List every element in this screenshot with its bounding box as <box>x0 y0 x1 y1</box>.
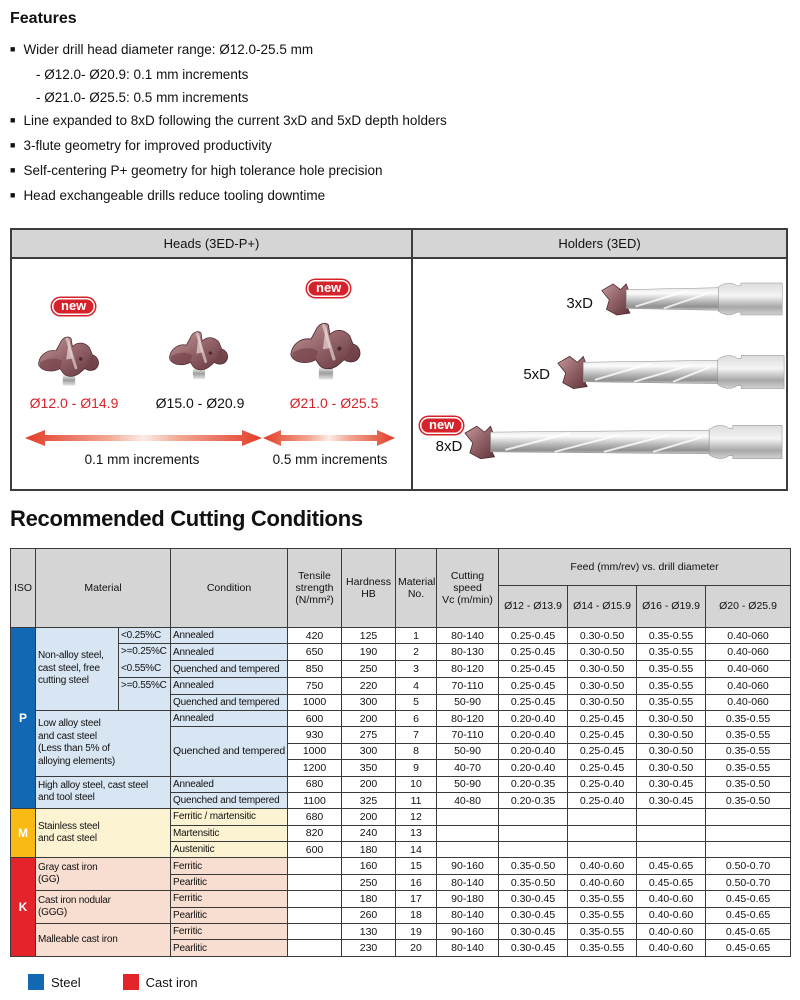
cell-condition: Martensitic <box>171 825 288 841</box>
cell-carbon: <0.25%C <box>119 628 171 644</box>
cell-tensile: 930 <box>288 727 342 743</box>
drill-holder-8xd-image <box>461 417 786 467</box>
cell-no: 6 <box>396 710 437 726</box>
cell-feed: 0.35-0.50 <box>706 792 791 808</box>
cell-feed <box>637 809 706 825</box>
cell-tensile: 680 <box>288 809 342 825</box>
cell-feed: 0.40-060 <box>706 628 791 644</box>
col-header-tensile: Tensile strength (N/mm²) <box>288 549 342 628</box>
col-header-feed-d3: Ø16 - Ø19.9 <box>637 586 706 628</box>
cell-feed: 0.30-0.50 <box>568 678 637 694</box>
cell-tensile: 1200 <box>288 760 342 776</box>
cell-condition: Pearlitic <box>171 907 288 923</box>
feature-item <box>10 112 770 129</box>
cell-feed: 0.30-0.50 <box>637 710 706 726</box>
cell-vc: 90-180 <box>437 891 499 907</box>
cell-feed <box>706 809 791 825</box>
increment-arrow <box>25 430 262 446</box>
cell-hb: 240 <box>342 825 396 841</box>
cell-feed: 0.30-0.45 <box>499 891 568 907</box>
feature-text: 3-flute geometry for improved productivity <box>23 138 272 153</box>
legend-label: Cast iron <box>145 974 198 990</box>
holders-panel-body <box>413 259 786 487</box>
heads-panel-title: Heads (3ED-P+) <box>12 230 411 259</box>
cell-feed: 0.25-0.45 <box>499 661 568 678</box>
cell-hb: 300 <box>342 694 396 710</box>
cell-feed: 0.40-0.60 <box>568 874 637 890</box>
cell-no: 1 <box>396 628 437 644</box>
cell-feed: 0.20-0.35 <box>499 792 568 808</box>
cell-hb: 350 <box>342 760 396 776</box>
cell-feed: 0.30-0.50 <box>568 628 637 644</box>
cell-condition: Quenched and tempered <box>171 694 288 710</box>
features-title: Features <box>10 10 77 27</box>
cell-no: 12 <box>396 809 437 825</box>
table-row <box>11 710 791 726</box>
cell-hb: 180 <box>342 842 396 858</box>
cell-vc: 80-120 <box>437 661 499 678</box>
cell-feed: 0.20-0.40 <box>499 710 568 726</box>
cell-feed: 0.50-0.70 <box>706 874 791 890</box>
cell-feed: 0.35-0.55 <box>568 924 637 940</box>
cell-feed: 0.35-0.55 <box>637 694 706 710</box>
cell-hb: 190 <box>342 644 396 661</box>
cell-feed: 0.35-0.55 <box>637 628 706 644</box>
cell-feed: 0.40-060 <box>706 661 791 678</box>
cell-condition: Quenched and tempered <box>171 792 288 808</box>
cell-tensile: 600 <box>288 842 342 858</box>
cell-tensile: 420 <box>288 628 342 644</box>
cell-vc: 40-70 <box>437 760 499 776</box>
cell-feed: 0.45-0.65 <box>706 891 791 907</box>
cell-feed <box>499 825 568 841</box>
holders-panel <box>411 230 786 489</box>
cell-vc: 80-140 <box>437 940 499 956</box>
col-header-feed-d2: Ø14 - Ø15.9 <box>568 586 637 628</box>
col-header-feed: Feed (mm/rev) vs. drill diameter <box>499 549 791 586</box>
cell-condition: Ferritic <box>171 858 288 874</box>
feature-item <box>10 137 770 154</box>
col-header-hardness: Hardness HB <box>342 549 396 628</box>
cell-material: Gray cast iron (GG) <box>36 858 171 891</box>
cell-hb: 230 <box>342 940 396 956</box>
feature-subitem: - Ø12.0- Ø20.9: 0.1 mm increments <box>36 67 249 82</box>
cutting-conditions-table <box>10 548 791 957</box>
table-row <box>11 809 791 825</box>
cell-feed <box>499 809 568 825</box>
cast-iron-color-swatch <box>123 974 139 990</box>
cell-condition: Annealed <box>171 710 288 726</box>
cell-no: 5 <box>396 694 437 710</box>
head-range-label: Ø12.0 - Ø14.9 <box>29 395 119 411</box>
drill-head-large-image <box>277 313 375 389</box>
cell-vc: 40-80 <box>437 792 499 808</box>
product-figure-panel <box>10 228 788 491</box>
cell-feed <box>637 842 706 858</box>
cell-vc: 80-120 <box>437 710 499 726</box>
cell-feed: 0.35-0.55 <box>568 891 637 907</box>
cell-hb: 200 <box>342 710 396 726</box>
holder-size-label: 8xD <box>435 438 463 455</box>
cell-feed: 0.40-0.60 <box>637 940 706 956</box>
cell-tensile: 680 <box>288 776 342 792</box>
col-header-material: Material <box>36 549 171 628</box>
cell-no: 9 <box>396 760 437 776</box>
head-range-label: Ø21.0 - Ø25.5 <box>289 395 379 411</box>
cell-feed: 0.45-0.65 <box>637 858 706 874</box>
drill-head-medium-image <box>157 323 241 387</box>
heads-panel <box>12 230 411 489</box>
cell-no: 18 <box>396 907 437 923</box>
cell-tensile: 600 <box>288 710 342 726</box>
cell-hb: 200 <box>342 809 396 825</box>
cell-vc: 80-130 <box>437 644 499 661</box>
cell-feed: 0.45-0.65 <box>706 924 791 940</box>
cell-hb: 220 <box>342 678 396 694</box>
cell-hb: 260 <box>342 907 396 923</box>
cell-tensile: 1000 <box>288 743 342 759</box>
increment-arrow <box>263 430 395 446</box>
cell-hb: 160 <box>342 858 396 874</box>
iso-group-p: P <box>11 628 36 809</box>
cell-condition: Pearlitic <box>171 874 288 890</box>
cell-feed: 0.30-0.50 <box>568 661 637 678</box>
cell-feed: 0.25-0.45 <box>499 678 568 694</box>
cell-carbon: >=0.25%C <0.55%C <box>119 644 171 678</box>
cell-feed: 0.25-0.45 <box>568 710 637 726</box>
cell-feed: 0.20-0.40 <box>499 743 568 759</box>
cell-feed: 0.50-0.70 <box>706 858 791 874</box>
cell-tensile: 850 <box>288 661 342 678</box>
cell-tensile <box>288 874 342 890</box>
cell-feed: 0.35-0.55 <box>706 710 791 726</box>
drill-holder-5xd-image <box>554 347 786 397</box>
cell-hb: 300 <box>342 743 396 759</box>
cell-feed: 0.25-0.45 <box>568 760 637 776</box>
cell-feed: 0.25-0.45 <box>499 644 568 661</box>
new-badge: new <box>52 298 95 315</box>
table-row <box>11 644 791 661</box>
cell-feed <box>637 825 706 841</box>
cell-feed: 0.25-0.45 <box>499 628 568 644</box>
col-header-feed-d1: Ø12 - Ø13.9 <box>499 586 568 628</box>
cell-feed: 0.45-0.65 <box>706 940 791 956</box>
cell-no: 11 <box>396 792 437 808</box>
cell-no: 7 <box>396 727 437 743</box>
cell-feed: 0.35-0.50 <box>499 858 568 874</box>
cell-feed: 0.35-0.55 <box>637 678 706 694</box>
legend-label: Steel <box>51 974 81 990</box>
holders-panel-title: Holders (3ED) <box>413 230 786 259</box>
cell-feed: 0.35-0.50 <box>706 776 791 792</box>
cell-feed: 0.30-0.50 <box>637 727 706 743</box>
cell-tensile <box>288 891 342 907</box>
iso-group-m: M <box>11 809 36 858</box>
cell-feed: 0.40-0.60 <box>637 924 706 940</box>
cell-vc: 50-90 <box>437 743 499 759</box>
cell-carbon: >=0.55%C <box>119 678 171 711</box>
cell-vc: 70-110 <box>437 727 499 743</box>
cell-feed <box>568 809 637 825</box>
cell-vc: 70-110 <box>437 678 499 694</box>
cell-hb: 325 <box>342 792 396 808</box>
cell-tensile: 650 <box>288 644 342 661</box>
cell-no: 15 <box>396 858 437 874</box>
cell-feed: 0.35-0.55 <box>706 760 791 776</box>
cell-vc: 80-140 <box>437 628 499 644</box>
iso-group-k: K <box>11 858 36 956</box>
cell-hb: 200 <box>342 776 396 792</box>
cell-feed: 0.25-0.45 <box>568 743 637 759</box>
cell-feed: 0.45-0.65 <box>637 874 706 890</box>
increment-label: 0.5 mm increments <box>272 452 388 467</box>
bullet-square-icon: ■ <box>10 165 16 175</box>
cell-vc <box>437 809 499 825</box>
cell-vc: 80-140 <box>437 874 499 890</box>
feature-item <box>10 162 770 179</box>
feature-text: Wider drill head diameter range: Ø12.0-25.5 mm <box>23 42 314 57</box>
cell-feed <box>706 842 791 858</box>
cell-condition: Annealed <box>171 644 288 661</box>
cell-condition: Ferritic <box>171 924 288 940</box>
cell-feed: 0.30-0.45 <box>499 940 568 956</box>
cell-condition: Ferritic <box>171 891 288 907</box>
cell-feed: 0.30-0.45 <box>499 907 568 923</box>
cell-feed: 0.35-0.55 <box>706 727 791 743</box>
cell-vc: 80-140 <box>437 907 499 923</box>
cell-material: Cast iron nodular (GGG) <box>36 891 171 924</box>
cell-hb: 250 <box>342 874 396 890</box>
cell-feed <box>499 842 568 858</box>
cell-condition: Ferritic / martensitic <box>171 809 288 825</box>
cell-vc: 50-90 <box>437 694 499 710</box>
cell-condition: Annealed <box>171 678 288 694</box>
feature-text: Head exchangeable drills reduce tooling downtime <box>23 188 326 203</box>
cell-feed: 0.25-0.45 <box>568 727 637 743</box>
cell-material: Non-alloy steel, cast steel, free cutting steel <box>36 628 119 711</box>
cell-tensile: 1100 <box>288 792 342 808</box>
cell-no: 4 <box>396 678 437 694</box>
col-header-iso: ISO <box>11 549 36 628</box>
cell-condition: Austenitic <box>171 842 288 858</box>
drill-holder-3xd-image <box>598 274 786 324</box>
bullet-square-icon: ■ <box>10 190 16 200</box>
cell-condition: Quenched and tempered <box>171 661 288 678</box>
holder-size-label: 3xD <box>566 295 593 312</box>
cell-feed: 0.45-0.65 <box>706 907 791 923</box>
cell-feed: 0.30-0.50 <box>568 644 637 661</box>
cell-feed: 0.25-0.40 <box>568 792 637 808</box>
cell-feed: 0.30-0.50 <box>568 694 637 710</box>
cell-tensile: 750 <box>288 678 342 694</box>
feature-item <box>10 187 770 204</box>
cell-hb: 180 <box>342 891 396 907</box>
cell-feed: 0.40-060 <box>706 678 791 694</box>
cell-hb: 125 <box>342 628 396 644</box>
cell-vc <box>437 825 499 841</box>
drill-head-small-image <box>33 328 105 394</box>
increment-label: 0.1 mm increments <box>84 452 200 467</box>
cell-no: 14 <box>396 842 437 858</box>
cell-tensile <box>288 924 342 940</box>
cutting-conditions-title: Recommended Cutting Conditions <box>10 506 363 531</box>
steel-color-swatch <box>28 974 44 990</box>
cell-condition: Annealed <box>171 776 288 792</box>
table-row <box>11 678 791 694</box>
col-header-condition: Condition <box>171 549 288 628</box>
cell-feed: 0.30-0.45 <box>637 776 706 792</box>
cell-feed: 0.30-0.45 <box>637 792 706 808</box>
table-row <box>11 628 791 644</box>
cell-feed: 0.35-0.55 <box>568 940 637 956</box>
cell-feed: 0.30-0.50 <box>637 760 706 776</box>
cell-tensile: 820 <box>288 825 342 841</box>
cell-feed: 0.20-0.40 <box>499 727 568 743</box>
legend-item-cast-iron <box>123 974 198 990</box>
cell-no: 13 <box>396 825 437 841</box>
cell-no: 20 <box>396 940 437 956</box>
cell-material: Stainless steel and cast steel <box>36 809 171 858</box>
cell-feed <box>568 842 637 858</box>
cell-feed: 0.35-0.55 <box>568 907 637 923</box>
cell-vc: 90-160 <box>437 924 499 940</box>
cell-material: Low alloy steel and cast steel (Less than 5% of alloying elements) <box>36 710 171 776</box>
feature-item <box>10 41 770 58</box>
col-header-feed-d4: Ø20 - Ø25.9 <box>706 586 791 628</box>
cell-tensile <box>288 940 342 956</box>
feature-text: Self-centering P+ geometry for high tolerance hole precision <box>23 163 383 178</box>
cell-no: 3 <box>396 661 437 678</box>
feature-subitem: - Ø21.0- Ø25.5: 0.5 mm increments <box>36 90 249 105</box>
heads-panel-body <box>12 259 411 487</box>
new-badge: new <box>307 280 350 297</box>
cell-feed: 0.40-0.60 <box>637 907 706 923</box>
cell-no: 2 <box>396 644 437 661</box>
cell-no: 10 <box>396 776 437 792</box>
cell-feed: 0.40-060 <box>706 694 791 710</box>
cell-tensile <box>288 907 342 923</box>
new-badge: new <box>420 417 463 434</box>
col-header-material-no: Material No. <box>396 549 437 628</box>
cell-feed: 0.40-060 <box>706 644 791 661</box>
table-row <box>11 858 791 874</box>
bullet-square-icon: ■ <box>10 140 16 150</box>
cell-feed: 0.35-0.55 <box>637 661 706 678</box>
head-range-label: Ø15.0 - Ø20.9 <box>155 395 245 411</box>
cell-feed: 0.35-0.55 <box>637 644 706 661</box>
cell-feed: 0.30-0.50 <box>637 743 706 759</box>
cell-no: 16 <box>396 874 437 890</box>
cell-vc: 50-90 <box>437 776 499 792</box>
cell-feed: 0.25-0.45 <box>499 694 568 710</box>
cell-feed: 0.40-0.60 <box>637 891 706 907</box>
features-section <box>10 10 770 212</box>
cell-condition: Pearlitic <box>171 940 288 956</box>
cell-feed <box>568 825 637 841</box>
cell-hb: 275 <box>342 727 396 743</box>
cell-hb: 250 <box>342 661 396 678</box>
cell-material: High alloy steel, cast steel and tool steel <box>36 776 171 809</box>
cell-feed <box>706 825 791 841</box>
bullet-square-icon: ■ <box>10 44 16 54</box>
feature-text: Line expanded to 8xD following the current 3xD and 5xD depth holders <box>23 113 447 128</box>
bullet-square-icon: ■ <box>10 115 16 125</box>
cell-feed: 0.30-0.45 <box>499 924 568 940</box>
cell-hb: 130 <box>342 924 396 940</box>
cell-tensile: 1000 <box>288 694 342 710</box>
holder-size-label: 5xD <box>523 366 550 383</box>
cell-feed: 0.35-0.55 <box>706 743 791 759</box>
cell-vc: 90-160 <box>437 858 499 874</box>
cell-feed: 0.20-0.40 <box>499 760 568 776</box>
cell-feed: 0.35-0.50 <box>499 874 568 890</box>
table-row <box>11 924 791 940</box>
material-legend <box>28 974 240 990</box>
cell-no: 8 <box>396 743 437 759</box>
cell-no: 17 <box>396 891 437 907</box>
cell-feed: 0.20-0.35 <box>499 776 568 792</box>
cell-tensile <box>288 858 342 874</box>
cell-feed: 0.40-0.60 <box>568 858 637 874</box>
cell-no: 19 <box>396 924 437 940</box>
cell-condition: Annealed <box>171 628 288 644</box>
table-row <box>11 891 791 907</box>
cell-feed: 0.25-0.40 <box>568 776 637 792</box>
legend-item-steel <box>28 974 81 990</box>
col-header-cutting-speed: Cutting speed Vc (m/min) <box>437 549 499 628</box>
cell-material: Malleable cast iron <box>36 924 171 957</box>
cell-vc <box>437 842 499 858</box>
table-row <box>11 776 791 792</box>
cell-condition: Quenched and tempered <box>171 727 288 776</box>
